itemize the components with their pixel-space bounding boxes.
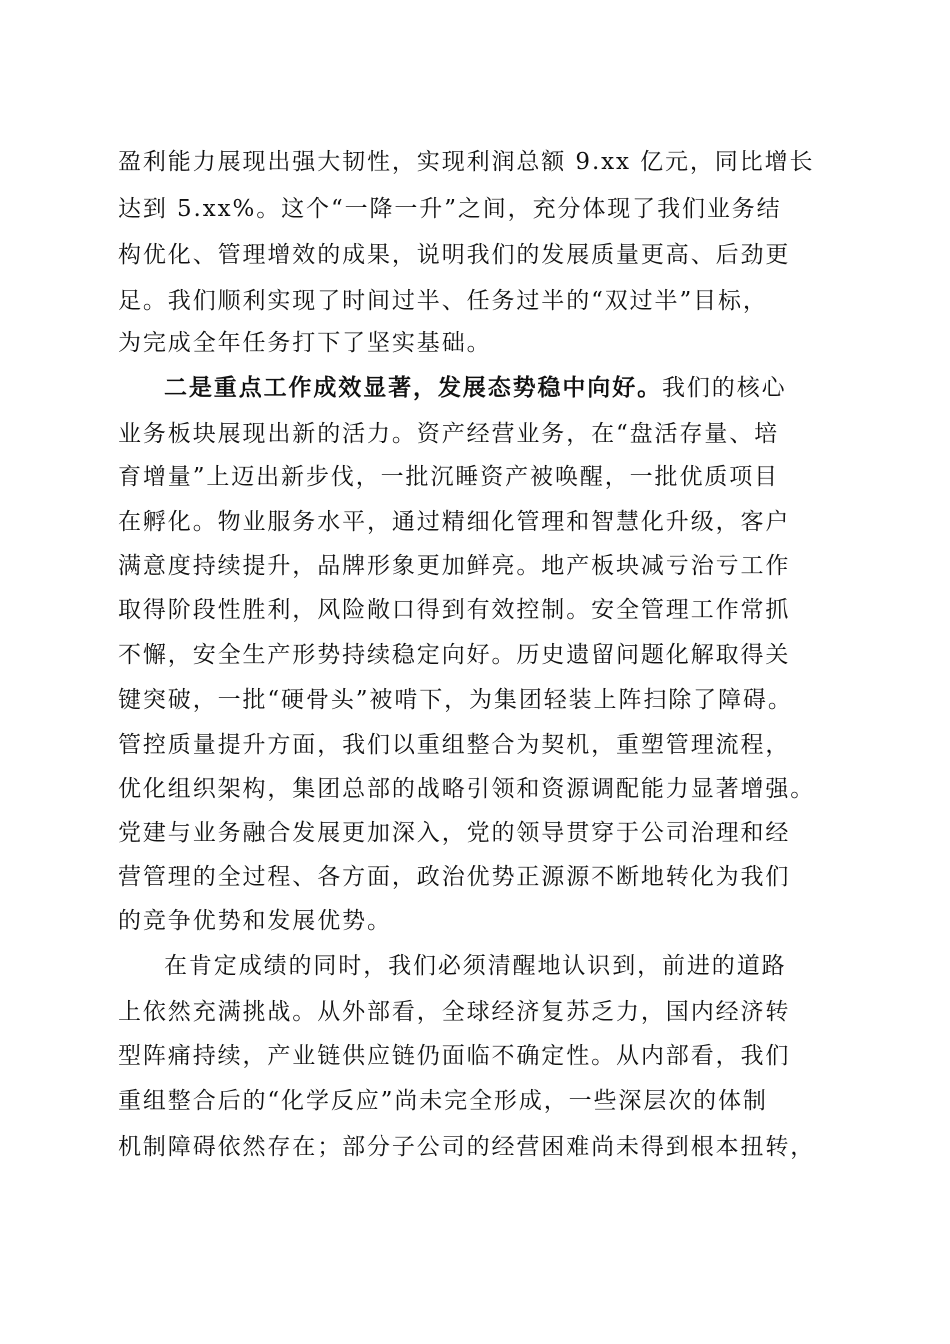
text-line: 满意度持续提升，品牌形象更加鲜亮。地产板块减亏治亏工作 [118, 553, 791, 579]
text-line: 构优化、管理增效的成果，说明我们的发展质量更高、后劲更 [118, 242, 791, 268]
text-span: 我们的核心 [662, 375, 787, 401]
text-line: 业务板块展现出新的活力。资产经营业务，在“盘活存量、培 [118, 421, 780, 447]
text-line: 育增量”上迈出新步伐，一批沉睡资产被唤醒，一批优质项目 [118, 464, 780, 490]
text-line: 型阵痛持续，产业链供应链仍面临不确定性。从内部看，我们 [118, 1043, 791, 1069]
text-line: 的竞争优势和发展优势。 [118, 908, 392, 934]
text-line: 在孵化。物业服务水平，通过精细化管理和智慧化升级，客户 [118, 509, 791, 535]
text-line: 在肯定成绩的同时，我们必须清醒地认识到，前进的道路 [164, 953, 787, 979]
text-line: 营管理的全过程、各方面，政治优势正源源不断地转化为我们 [118, 864, 791, 890]
text-line: 为完成全年任务打下了坚实基础。 [118, 330, 492, 356]
section-heading: 二是重点工作成效显著，发展态势稳中向好。 [164, 374, 662, 401]
text-line: 上依然充满挑战。从外部看，全球经济复苏乏力，国内经济转 [118, 999, 791, 1025]
text-line: 重组整合后的“化学反应”尚未完全形成，一些深层次的体制 [118, 1088, 768, 1114]
text-line: 优化组织架构，集团总部的战略引领和资源调配能力显著增强。 [118, 776, 816, 802]
text-line: 取得阶段性胜利，风险敞口得到有效控制。安全管理工作常抓 [118, 597, 791, 623]
text-line: 不懈，安全生产形势持续稳定向好。历史遗留问题化解取得关 [118, 642, 791, 668]
text-line: 管控质量提升方面，我们以重组整合为契机，重塑管理流程， [118, 732, 791, 758]
text-line: 机制障碍依然存在；部分子公司的经营困难尚未得到根本扭转， [118, 1134, 816, 1160]
text-line: 盈利能力展现出强大韧性，实现利润总额 9.xx 亿元，同比增长 [118, 149, 815, 175]
text-line: 党建与业务融合发展更加深入，党的领导贯穿于公司治理和经 [118, 820, 791, 846]
text-line: 键突破，一批“硬骨头”被啃下，为集团轻装上阵扫除了障碍。 [118, 687, 793, 713]
paragraph-2-first-line [164, 370, 787, 406]
text-line: 达到 5.xx%。这个“一降一升”之间，充分体现了我们业务结 [118, 196, 782, 222]
text-line: 足。我们顺利实现了时间过半、任务过半的“双过半”目标， [118, 288, 768, 314]
